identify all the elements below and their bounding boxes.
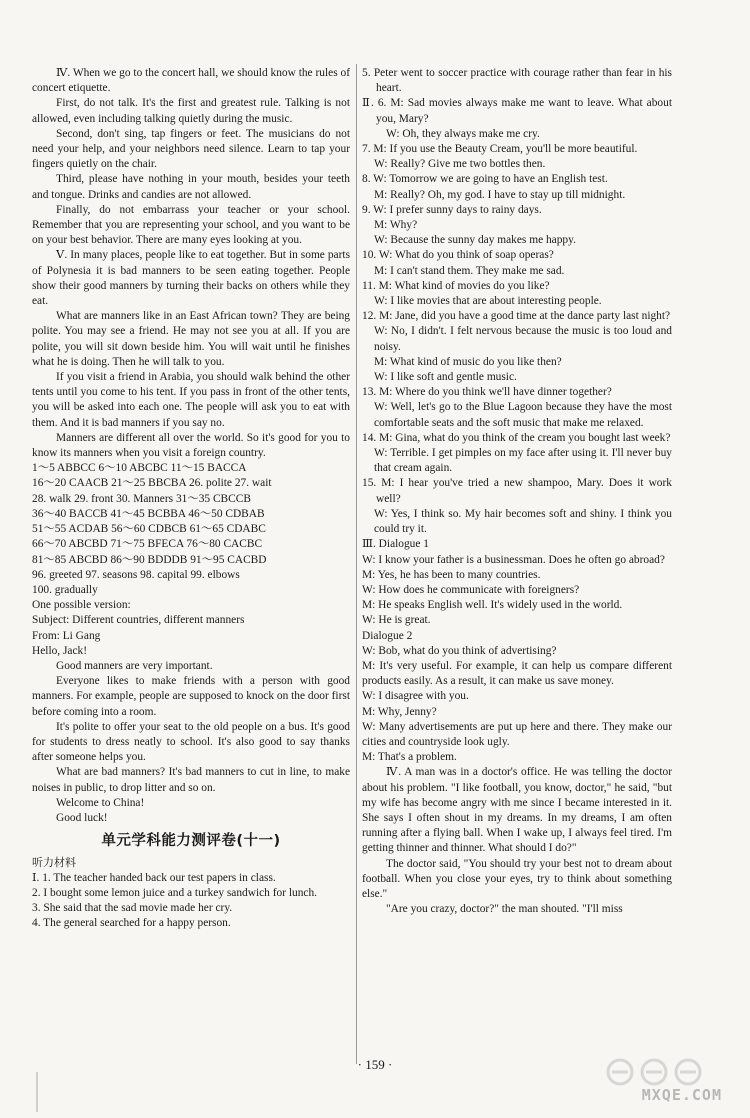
script-line: W: Oh, they always make me cry.: [386, 127, 540, 140]
listening-line: 2. I bought some lemon juice and a turkey sandwich for lunch.: [32, 886, 318, 899]
script-line: W: No, I didn't. I felt nervous because the music is too loud and noisy.: [374, 325, 672, 353]
script-line: 7. M: If you use the Beauty Cream, you'll be more beautiful.: [362, 143, 638, 156]
section-title: 单元学科能力测评卷(十一): [101, 833, 281, 850]
paragraph: If you visit a friend in Arabia, you should walk behind the other tents until you come to his tent. If you pass in front of the other tents, you will be asked into each one. The people will ask you to eat with them. And it is bad manners if you say no.: [32, 371, 350, 429]
answer-line: 16～20 CAACB 21～25 BBCBA 26. polite 27. wait: [32, 477, 272, 490]
binding-edge: [36, 1072, 38, 1112]
script-line: M: He speaks English well. It's widely used in the world.: [362, 599, 623, 612]
letter-paragraph: It's polite to offer your seat to the old people on a bus. It's good for students to dress neatly to school. It's also good to say thanks after someone helps you.: [32, 720, 350, 764]
script-line: Ⅳ. A man was in a doctor's office. He was telling the doctor about his problem. "I like football, you know, doctor," he said, "but my wife has become angry with me since I became interested in it. She says I often shout in my dreams. In my dreams, I am often running after a flying ball. When I wake up, I always feel tired. I'm getting thinner and thinner. What should I do?": [362, 766, 672, 855]
script-line: M: It's very useful. For example, it can help us compare different products easily. As a result, it can make us save money.: [362, 659, 672, 688]
script-line: The doctor said, "You should try your best not to dream about football. When you close your eyes, try to think about something else.": [362, 857, 672, 900]
script-line: W: I like movies that are about interesting people.: [374, 295, 602, 308]
answer-line: 36～40 BACCB 41～45 BCBBA 46～50 CDBAB: [32, 507, 265, 520]
script-line: 15. M: I hear you've tried a new shampoo, Mary. Does it work well?: [362, 477, 672, 505]
answer-line: 51～55 ACDAB 56～60 CDBCB 61～65 CDABC: [32, 523, 266, 536]
script-line: W: Because the sunny day makes me happy.: [374, 234, 576, 247]
letter-paragraph: Good manners are very important.: [56, 659, 213, 672]
paragraph: First, do not talk. It's the first and greatest rule. Talking is not allowed, even including talking quietly during the music.: [32, 97, 350, 125]
script-line: 11. M: What kind of movies do you like?: [362, 279, 550, 292]
reading-passages: [32, 66, 350, 461]
listening-line: 3. She said that the sad movie made her cry.: [32, 901, 233, 914]
script-line: Dialogue 2: [362, 629, 413, 642]
letter-paragraph: What are bad manners? It's bad manners to cut in line, to make noises in public, to drop litter and so on.: [32, 766, 350, 794]
script-line: M: What kind of music do you like then?: [374, 355, 562, 368]
page-number: · 159 ·: [357, 1057, 393, 1072]
script-line: M: Yes, he has been to many countries.: [362, 568, 541, 581]
listening-script-start: [32, 871, 350, 932]
answer-line: 81～85 ABCBD 86～90 BDDDB 91～95 CACBD: [32, 553, 267, 566]
script-line: Ⅲ. Dialogue 1: [362, 538, 429, 551]
script-line: M: Why?: [374, 219, 418, 232]
sample-letter-body: [32, 659, 350, 826]
watermark-text: MXQE.COM: [641, 1086, 722, 1104]
script-line: M: Why, Jenny?: [362, 705, 437, 718]
script-line: 14. M: Gina, what do you think of the cream you bought last week?: [362, 431, 671, 444]
paragraph: Finally, do not embarrass your teacher or your school. Remember that you are representing your school, and you want to be on your best behavior. There are many eyes looking at you.: [32, 203, 350, 247]
script-line: 8. W: Tomorrow we are going to have an English test.: [362, 173, 608, 186]
listening-material-label: 听力材料: [32, 856, 76, 870]
right-column: [362, 66, 672, 917]
letter-header-line: From: Li Gang: [32, 629, 101, 642]
answer-line: 100. gradually: [32, 583, 98, 596]
paragraph: Ⅴ. In many places, people like to eat together. But in some parts of Polynesia it is bad manners to be seen eating together. People show their good manners by turning their backs on others while they eat.: [32, 249, 350, 308]
script-line: 12. M: Jane, did you have a good time at the dance party last night?: [362, 310, 671, 323]
letter-paragraph: Welcome to China!: [56, 796, 145, 809]
paragraph: Second, don't sing, tap fingers or feet. The musicians do not need your help, and your neighbors need silence. Learn to tap your fingers quietly on the chair.: [32, 127, 350, 171]
answer-line: 66～70 ABCBD 71～75 BFECA 76～80 CACBC: [32, 538, 263, 551]
answer-line: 1～5 ABBCC 6～10 ABCBC 11～15 BACCA: [32, 462, 247, 475]
script-line: W: Yes, I think so. My hair becomes soft and shiny. I think you could try it.: [374, 507, 672, 536]
paragraph: Ⅳ. When we go to the concert hall, we should know the rules of concert etiquette.: [32, 67, 350, 95]
script-line: W: Really? Give me two bottles then.: [374, 158, 546, 171]
answer-line: 96. greeted 97. seasons 98. capital 99. elbows: [32, 568, 240, 581]
paragraph: Manners are different all over the world. So it's good for you to know its manners when you visit a foreign country.: [32, 431, 350, 460]
script-line: 5. Peter went to soccer practice with courage rather than fear in his heart.: [362, 67, 672, 95]
script-line: W: Many advertisements are put up here and there. They make our cities and countryside look ugly.: [362, 720, 672, 748]
script-line: W: Well, let's go to the Blue Lagoon because they have the most comfortable seats and the soft music that make me relaxed.: [374, 401, 672, 429]
letter-header-line: One possible version:: [32, 599, 131, 612]
letter-header-line: Subject: Different countries, different manners: [32, 614, 245, 627]
answer-key: [32, 461, 350, 598]
script-line: M: Really? Oh, my god. I have to stay up till midnight.: [374, 188, 626, 201]
script-line: W: I like soft and gentle music.: [374, 371, 517, 384]
script-line: 13. M: Where do you think we'll have dinner together?: [362, 386, 612, 399]
paragraph: Third, please have nothing in your mouth, besides your teeth and tongue. Drinks and candies are not allowed.: [32, 173, 350, 201]
listening-line: Ⅰ. 1. The teacher handed back our test papers in class.: [32, 871, 276, 884]
letter-header-line: Hello, Jack!: [32, 644, 88, 657]
script-line: 10. W: What do you think of soap operas?: [362, 249, 554, 262]
script-line: W: Bob, what do you think of advertising?: [362, 644, 557, 657]
script-line: W: I know your father is a businessman. Does he often go abroad?: [362, 553, 665, 566]
script-line: W: How does he communicate with foreigners?: [362, 583, 580, 596]
listening-line: 4. The general searched for a happy person.: [32, 917, 231, 930]
column-divider: [356, 64, 357, 1064]
sample-letter-header: [32, 598, 350, 659]
script-line: Ⅱ. 6. M: Sad movies always make me want to leave. What about you, Mary?: [362, 97, 672, 125]
script-line: 9. W: I prefer sunny days to rainy days.: [362, 203, 542, 216]
script-line: "Are you crazy, doctor?" the man shouted. "I'll miss: [386, 903, 623, 916]
script-line: M: That's a problem.: [362, 751, 457, 764]
listening-script-continued: [362, 66, 672, 917]
script-line: W: He is great.: [362, 614, 431, 627]
paragraph: What are manners like in an East African town? They are being polite. You may see a friend. He may not see you at all. If you are polite, you will sit down beside him. You will wait until he finishes what he is doing. Then he will talk to you.: [32, 310, 350, 368]
script-line: W: I disagree with you.: [362, 690, 469, 703]
script-line: W: Terrible. I get pimples on my face after using it. I'll never buy that cream again.: [374, 447, 672, 475]
letter-paragraph: Good luck!: [56, 811, 108, 824]
answer-line: 28. walk 29. front 30. Manners 31～35 CBCCB: [32, 492, 251, 505]
left-column: [32, 66, 350, 931]
script-line: M: I can't stand them. They make me sad.: [374, 264, 565, 277]
letter-paragraph: Everyone likes to make friends with a person with good manners. For example, people are supposed to knock on the door first before coming into a room.: [32, 675, 350, 718]
